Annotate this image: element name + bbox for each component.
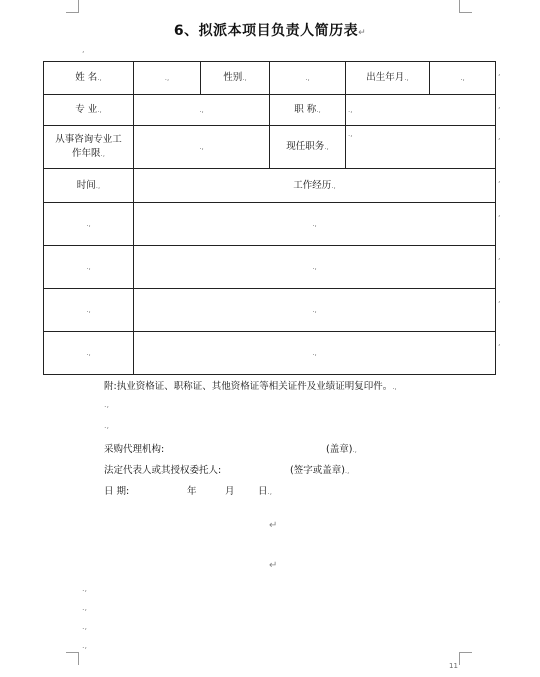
- table-row: [44, 95, 496, 126]
- major-label-cell: 专 业.,: [44, 95, 134, 126]
- paragraph-mark-icon: .,: [82, 641, 88, 650]
- paragraph-mark-icon: ↵: [269, 560, 278, 571]
- crop-mark-top-left: [66, 0, 79, 13]
- paragraph-mark-icon: ↵: [269, 520, 278, 531]
- time-cell[interactable]: .,: [44, 332, 134, 375]
- years-label-cell: 从事咨询专业工 作年限.,: [44, 126, 134, 169]
- table-row: [44, 246, 496, 289]
- table-row: [44, 289, 496, 332]
- page-title-text: 6、拟派本项目负责人简历表: [173, 23, 359, 39]
- gender-value-cell[interactable]: .,: [270, 62, 346, 95]
- row-end-mark: ,: [498, 68, 501, 77]
- name-label: 姓 名: [75, 72, 98, 83]
- row-end-mark: ,: [498, 252, 501, 261]
- title-label-cell: 职 称.,: [270, 95, 346, 126]
- title-value-cell[interactable]: .,: [346, 95, 496, 126]
- page-number: 11: [449, 662, 458, 670]
- date-label: 日 期:: [104, 486, 130, 497]
- experience-header-cell: 工作经历.,: [134, 169, 496, 203]
- years-label-line2: 作年限: [72, 148, 101, 159]
- date-month: 月: [225, 486, 235, 497]
- name-label-cell: 姓 名.,: [44, 62, 134, 95]
- table-row: [44, 169, 496, 203]
- experience-header: 工作经历: [293, 179, 332, 191]
- row-end-mark: ,: [498, 295, 501, 304]
- experience-cell[interactable]: .,: [134, 246, 496, 289]
- row-end-mark: ,: [498, 132, 501, 141]
- resume-table: [43, 61, 496, 375]
- representative-sign: (签字或盖章).,: [290, 465, 350, 476]
- years-value-cell[interactable]: .,: [134, 126, 270, 169]
- paragraph-mark-icon: ↵: [358, 28, 367, 38]
- position-label-cell: 现任职务.,: [270, 126, 346, 169]
- time-cell[interactable]: .,: [44, 246, 134, 289]
- time-header-cell: 时间.,: [44, 169, 134, 203]
- name-value-cell[interactable]: .,: [134, 62, 201, 95]
- agency-stamp: (盖章).,: [326, 444, 357, 455]
- date-day: 日.,: [258, 486, 272, 497]
- paragraph-mark-icon: .,: [104, 421, 110, 430]
- representative-label: 法定代表人或其授权委托人:: [104, 465, 222, 476]
- row-end-mark: ,: [498, 209, 501, 218]
- experience-cell[interactable]: .,: [134, 289, 496, 332]
- row-end-mark: ,: [498, 338, 501, 347]
- major-value-cell[interactable]: .,: [134, 95, 270, 126]
- professional-title-label: 职 称: [294, 104, 317, 115]
- table-row: [44, 332, 496, 375]
- paragraph-mark-icon: .,: [82, 603, 88, 612]
- gender-label-cell: 性别.,: [201, 62, 270, 95]
- attachment-note: 附:执业资格证、职称证、其他资格证等相关证件及业绩证明复印件。.,: [104, 381, 397, 392]
- crop-mark-top-right: [459, 0, 472, 13]
- paragraph-mark-icon: .,: [82, 584, 88, 593]
- paragraph-mark-icon: ,: [82, 45, 85, 54]
- gender-label: 性别: [223, 72, 243, 83]
- row-end-mark: ,: [498, 101, 501, 110]
- birth-value-cell[interactable]: .,: [430, 62, 496, 95]
- page-title: [0, 20, 540, 40]
- crop-mark-bottom-left: [66, 652, 79, 665]
- time-header: 时间: [76, 179, 96, 191]
- major-label: 专 业: [75, 104, 98, 115]
- attachment-note-text: 附:执业资格证、职称证、其他资格证等相关证件及业绩证明复印件。: [104, 381, 393, 392]
- table-row: [44, 126, 496, 169]
- position-value-cell[interactable]: .,: [346, 126, 496, 169]
- table-row: [44, 62, 496, 95]
- time-cell[interactable]: .,: [44, 203, 134, 246]
- birth-label-cell: 出生年月.,: [346, 62, 430, 95]
- row-end-mark: ,: [498, 175, 501, 184]
- paragraph-mark-icon: .,: [104, 400, 110, 409]
- paragraph-mark-icon: .,: [82, 622, 88, 631]
- experience-cell[interactable]: .,: [134, 332, 496, 375]
- date-year: 年: [187, 486, 197, 497]
- table-row: [44, 203, 496, 246]
- birth-label: 出生年月: [366, 72, 405, 83]
- time-cell[interactable]: .,: [44, 289, 134, 332]
- position-label: 现任职务: [286, 141, 325, 152]
- crop-mark-bottom-right: [459, 652, 472, 665]
- agency-label: 采购代理机构:: [104, 444, 165, 455]
- experience-cell[interactable]: .,: [134, 203, 496, 246]
- years-label-line1: 从事咨询专业工: [55, 134, 122, 145]
